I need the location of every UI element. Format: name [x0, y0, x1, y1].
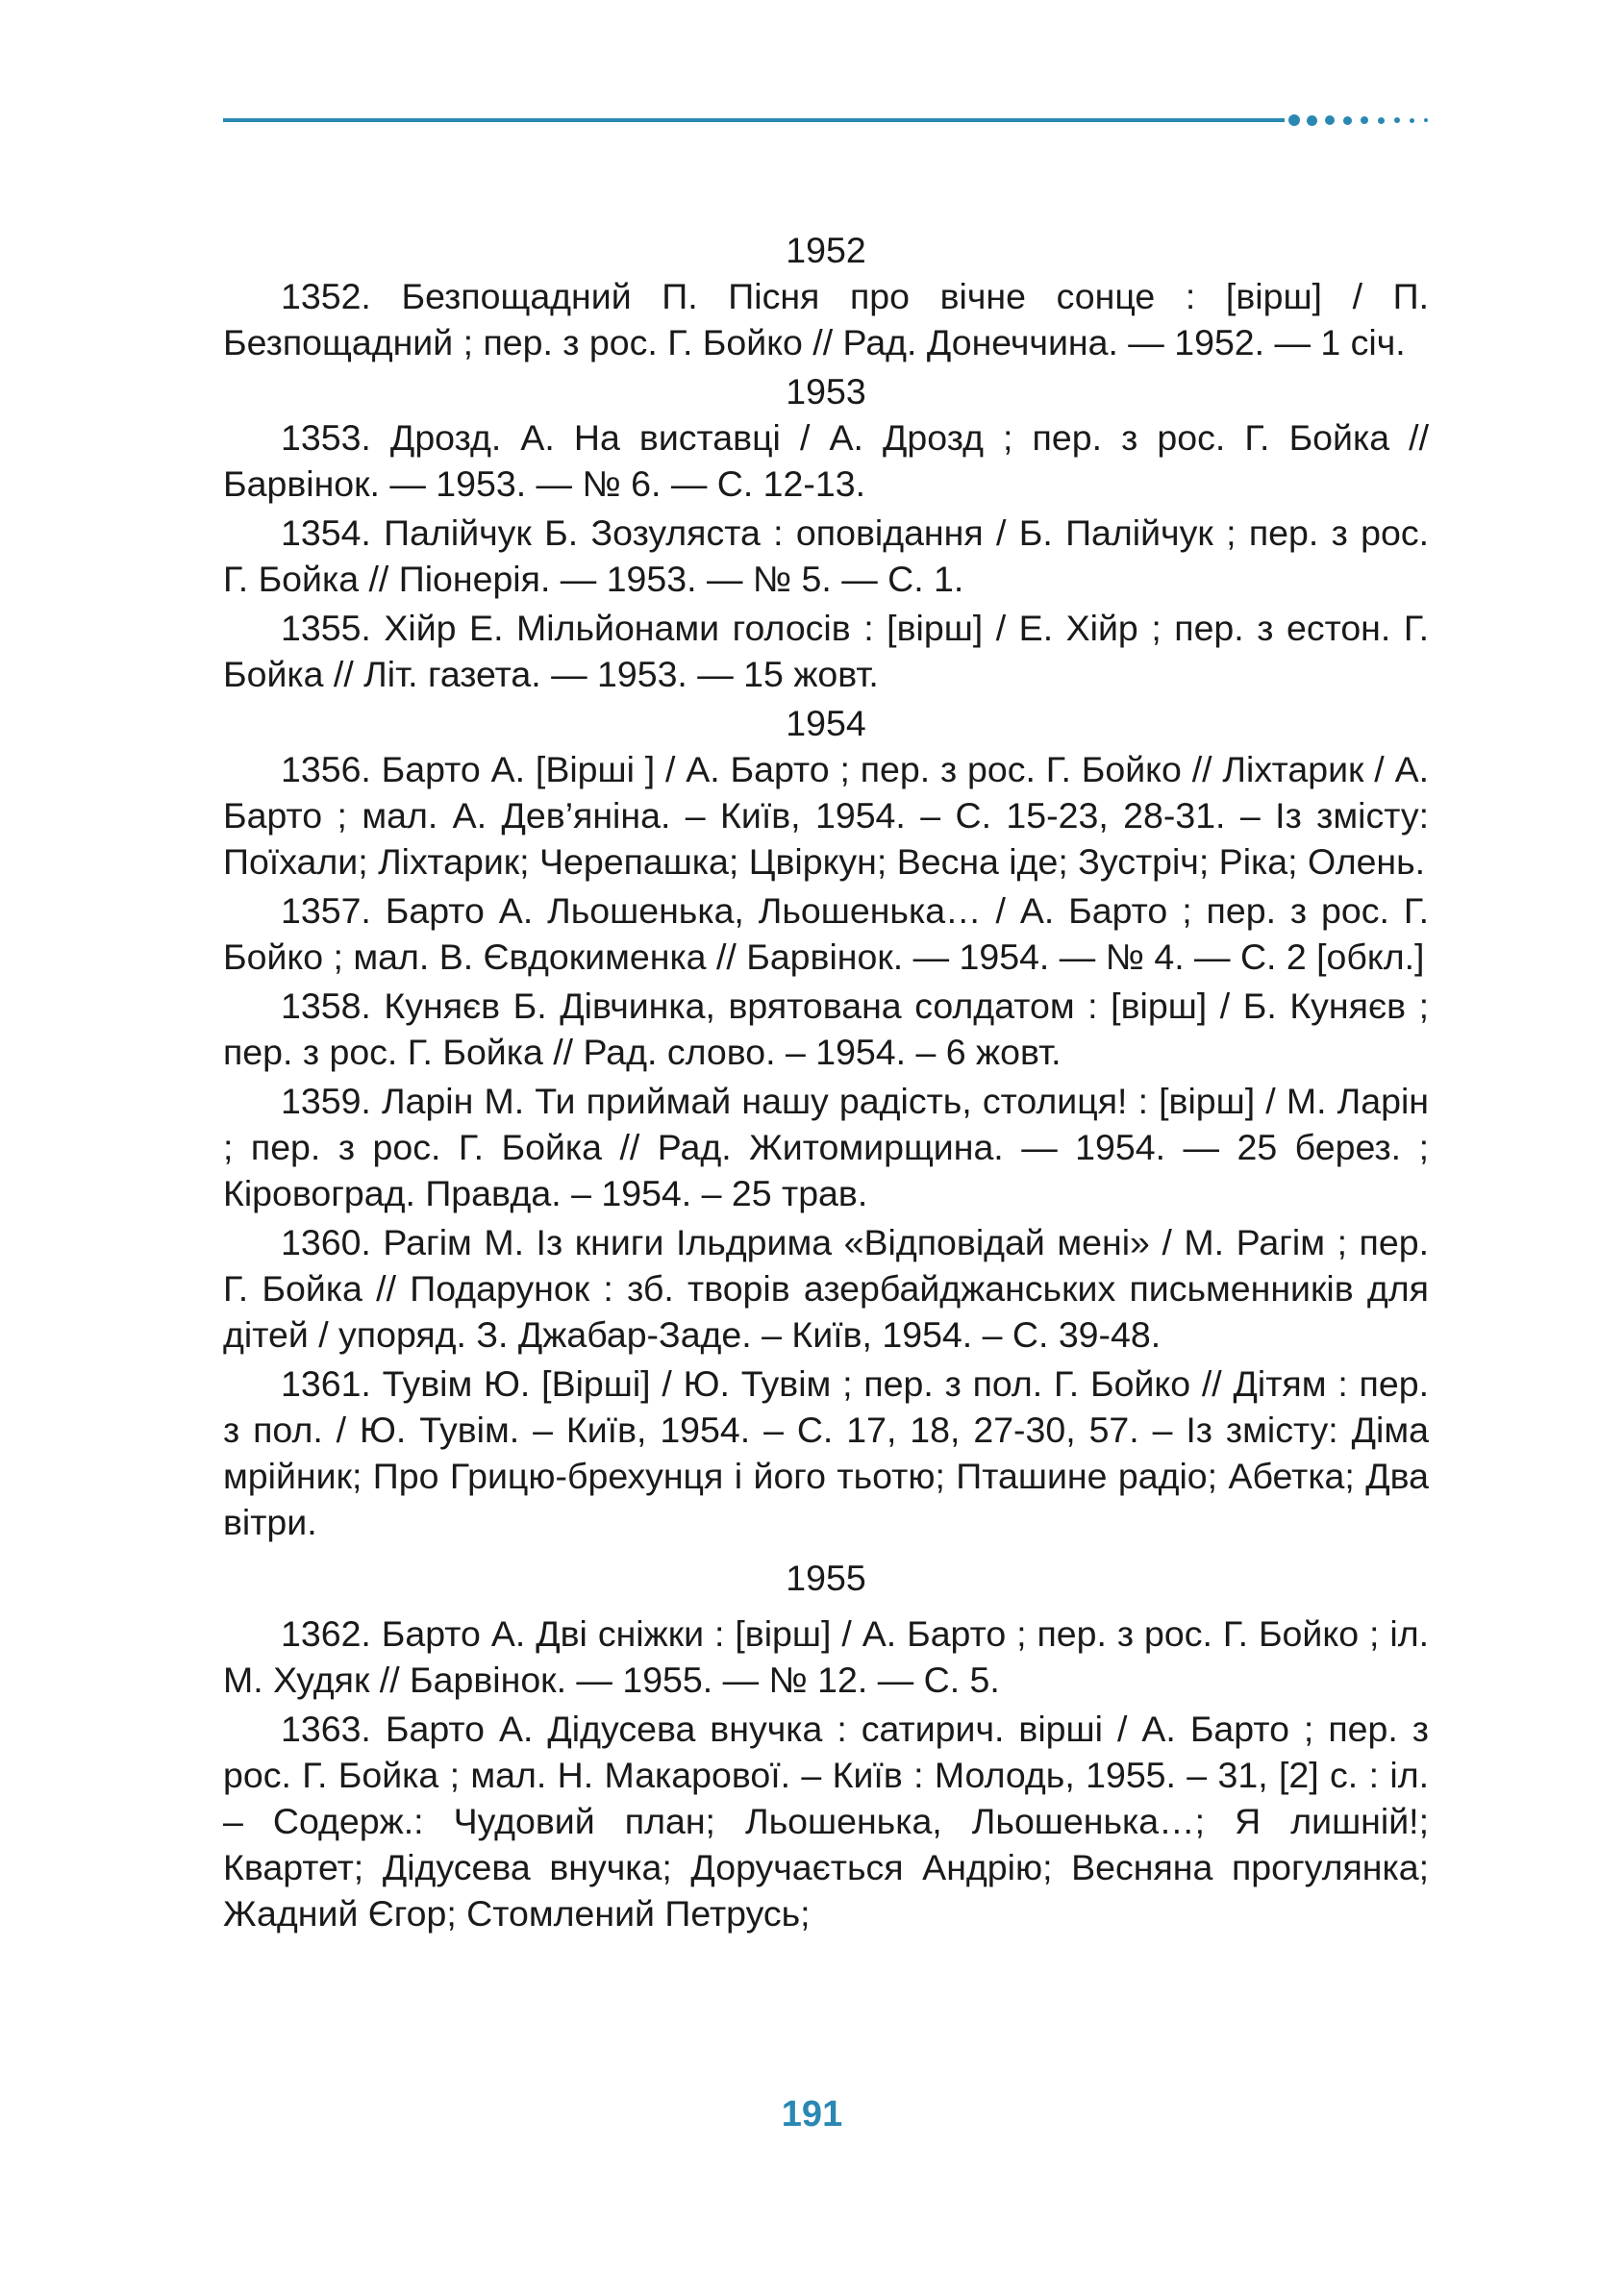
page-number: 191: [781, 2094, 843, 2135]
bibliography-entry: 1354. Палійчук Б. Зозуляста : оповідання / Б. Палійчук ; пер. з рос. Г. Бойка // Піонерія. — 1953. — № 5. — С. 1.: [223, 512, 1429, 599]
bibliography-entry: 1360. Рагім М. Із книги Ільдрима «Відповідай мені» / М. Рагім ; пер. Г. Бойка // Подарунок : зб. творів азербайджанських письменників для дітей / упоряд. З. Джабар-Заде. – Київ, 1954. – С. 39-48.: [223, 1222, 1429, 1355]
bibliography-entry: 1361. Тувім Ю. [Вірші] / Ю. Тувім ; пер. з пол. Г. Бойко // Дітям : пер. з пол. / Ю. Тувім. – Київ, 1954. – С. 17, 18, 27-30, 57. – Із змісту: Діма мрійник; Про Грицю-брехунця і його тьотю; Пташине радіо; Абетка; Два вітри.: [223, 1363, 1429, 1542]
bibliography-entry: 1355. Хійр Е. Мільйонами голосів : [вірш] / Е. Хійр ; пер. з естон. Г. Бойка // Літ. газета. — 1953. — 15 жовт.: [223, 608, 1429, 694]
bibliography-content: [223, 227, 1429, 1939]
bibliography-entry: 1357. Барто А. Льошенька, Льошенька… / А. Барто ; пер. з рос. Г. Бойко ; мал. В. Євдокименка // Барвінок. — 1954. — № 4. — С. 2 [обкл.]: [223, 890, 1429, 977]
header-dots-ornament: [1288, 112, 1428, 129]
year-heading: 1954: [786, 703, 866, 743]
year-heading: 1953: [786, 371, 866, 412]
bibliography-entry: 1362. Барто А. Дві сніжки : [вірш] / А. Барто ; пер. з рос. Г. Бойко ; іл. М. Худяк // Барвінок. — 1955. — № 12. — С. 5.: [223, 1613, 1429, 1700]
bibliography-entry: 1353. Дрозд. А. На виставці / А. Дрозд ; пер. з рос. Г. Бойка // Барвінок. — 1953. — № 6. — С. 12-13.: [223, 417, 1429, 504]
bibliography-entry: 1358. Куняєв Б. Дівчинка, врятована солдатом : [вірш] / Б. Куняєв ; пер. з рос. Г. Бойка // Рад. слово. – 1954. – 6 жовт.: [223, 986, 1429, 1072]
bibliography-entry: 1363. Барто А. Дідусева внучка : сатирич. вірші / А. Барто ; пер. з рос. Г. Бойка ; мал. Н. Макарової. – Київ : Молодь, 1955. – 31, [2] с. : іл. – Содерж.: Чудовий план; Льошенька, Льошенька…; Я лишній!; Квартет; Дідусева внучка; Доручається Андрію; Весняна прогулянка; Жадний Єгор; Стомлений Петрусь;: [223, 1709, 1429, 1934]
bibliography-entry: 1356. Барто А. [Вірші ] / А. Барто ; пер. з рос. Г. Бойко // Ліхтарик / А. Барто ; мал. А. Дев’яніна. – Київ, 1954. – С. 15-23, 28-31. – Із змісту: Поїхали; Ліхтарик; Черепашка; Цвіркун; Весна іде; Зустріч; Ріка; Олень.: [223, 749, 1429, 882]
year-heading: 1955: [786, 1558, 866, 1598]
bibliography-entry: 1352. Безпощадний П. Пісня про вічне сонце : [вірш] / П. Безпощадний ; пер. з рос. Г. Бойко // Рад. Донеччина. — 1952. — 1 січ.: [223, 276, 1429, 362]
header-rule: [223, 118, 1285, 122]
year-heading: 1952: [786, 230, 866, 270]
bibliography-entry: 1359. Ларін М. Ти приймай нашу радість, столиця! : [вірш] / М. Ларін ; пер. з рос. Г. Бойка // Рад. Житомирщина. — 1954. — 25 берез. ; Кіровоград. Правда. – 1954. – 25 трав.: [223, 1081, 1429, 1213]
